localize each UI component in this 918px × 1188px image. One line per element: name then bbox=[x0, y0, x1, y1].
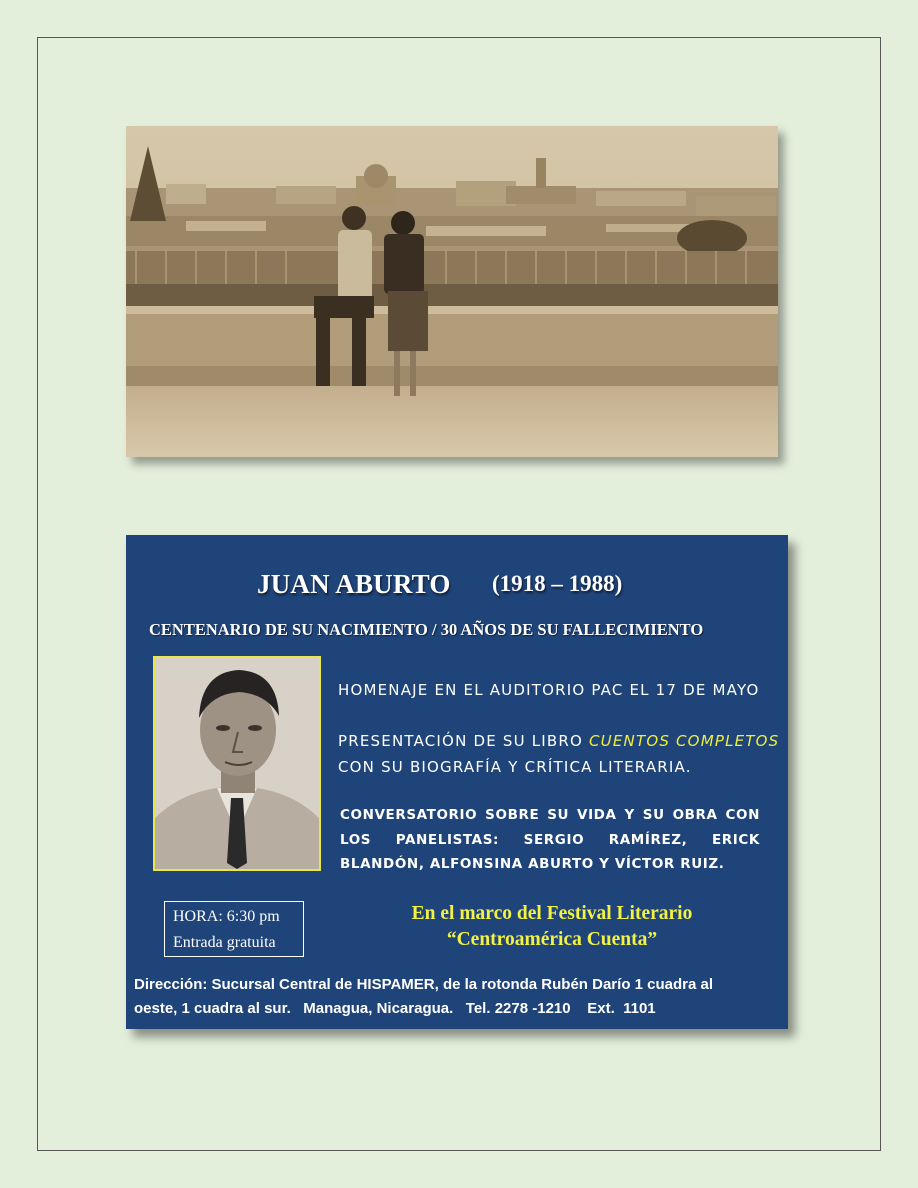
book-title: CUENTOS COMPLETOS bbox=[589, 732, 780, 750]
address-line2: oeste, 1 cuadra al sur. Managua, Nicaragua. Tel. 2278 -1210 Ext. 1101 bbox=[134, 1000, 656, 1017]
vintage-couple-photo bbox=[126, 126, 778, 457]
event-flyer bbox=[126, 535, 788, 1029]
entrada-text: Entrada gratuita bbox=[173, 934, 276, 951]
festival-line1: En el marco del Festival Literario bbox=[411, 903, 693, 924]
author-portrait bbox=[153, 656, 321, 871]
hora-text: HORA: 6:30 pm bbox=[173, 908, 280, 925]
schedule-box bbox=[164, 901, 304, 957]
author-name: JUAN ABURTO bbox=[257, 569, 451, 599]
centenario-heading: CENTENARIO DE SU NACIMIENTO / 30 AÑOS DE SU FALLECIMIENTO bbox=[149, 620, 704, 639]
conversatorio-text: CONVERSATORIO SOBRE SU VIDA Y SU OBRA CON LOS PANELISTAS: SERGIO RAMÍREZ, ERICK BLANDÓN, ALFONSINA ABURTO Y VÍCTOR RUIZ. bbox=[340, 807, 760, 872]
address-line1: Dirección: Sucursal Central de HISPAMER, de la rotonda Rubén Darío 1 cuadra al bbox=[134, 976, 714, 993]
address-text bbox=[134, 973, 784, 1021]
festival-text bbox=[322, 901, 782, 953]
presentacion-prefix: PRESENTACIÓN DE SU LIBRO bbox=[338, 732, 589, 750]
author-years: (1918 – 1988) bbox=[492, 571, 623, 596]
presentacion-text bbox=[338, 728, 779, 780]
festival-line2: “Centroamérica Cuenta” bbox=[446, 929, 658, 950]
homenaje-text: HOMENAJE EN EL AUDITORIO PAC EL 17 DE MAYO bbox=[338, 681, 760, 699]
presentacion-line2: CON SU BIOGRAFÍA Y CRÍTICA LITERARIA. bbox=[338, 758, 692, 776]
